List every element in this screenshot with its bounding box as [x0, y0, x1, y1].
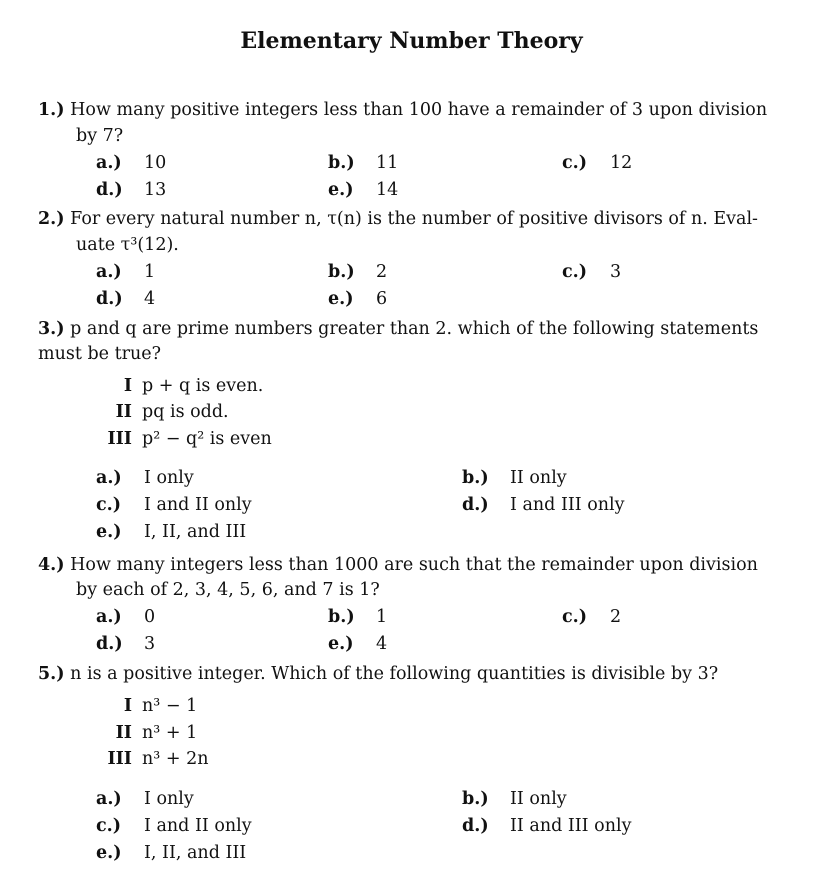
choice: b.) 1 — [328, 607, 388, 627]
choice: d.) II and III only — [462, 816, 632, 836]
question-2-line1 — [38, 206, 758, 232]
choice: c.) I and II only — [96, 816, 252, 836]
choice: e.) I, II, and III — [96, 843, 247, 863]
choice: e.) I, II, and III — [96, 522, 247, 542]
choice: a.) I only — [96, 468, 194, 488]
statement: III n³ + 2n — [107, 749, 209, 769]
statement: II n³ + 1 — [115, 723, 198, 743]
statement: III p² − q² is even — [107, 429, 272, 449]
choice: b.) 11 — [328, 153, 399, 173]
choice: c.) I and II only — [96, 495, 252, 515]
question-number: 4.) — [38, 555, 65, 575]
question-3-line2: must be true? — [38, 344, 161, 364]
statement: I n³ − 1 — [123, 696, 198, 716]
question-4-line2: by each of 2, 3, 4, 5, 6, and 7 is 1? — [76, 580, 380, 600]
choice: c.) 3 — [562, 262, 622, 282]
choice: b.) II only — [462, 789, 567, 809]
question-text: n is a positive integer. Which of the following quantities is divisible by 3? — [70, 664, 719, 684]
choice: d.) 3 — [96, 634, 156, 654]
question-4-line1 — [38, 552, 758, 578]
question-text: How many positive integers less than 100 have a remainder of 3 upon division — [70, 100, 768, 120]
question-number: 1.) — [38, 100, 65, 120]
question-3-line1 — [38, 316, 758, 342]
choice: b.) 2 — [328, 262, 388, 282]
choice: d.) I and III only — [462, 495, 625, 515]
choice: e.) 6 — [328, 289, 388, 309]
choice: d.) 13 — [96, 180, 167, 200]
choice: b.) II only — [462, 468, 567, 488]
question-1-line2: by 7? — [76, 126, 124, 146]
question-number: 2.) — [38, 209, 65, 229]
question-2-line2: uate τ³(12). — [76, 235, 179, 255]
question-number: 3.) — [38, 319, 65, 339]
question-text: How many integers less than 1000 are such that the remainder upon division — [70, 555, 758, 575]
question-number: 5.) — [38, 664, 65, 684]
choice: a.) 1 — [96, 262, 156, 282]
choice: c.) 12 — [562, 153, 633, 173]
choice: a.) 10 — [96, 153, 167, 173]
choice: a.) I only — [96, 789, 194, 809]
choice: e.) 14 — [328, 180, 399, 200]
choice: d.) 4 — [96, 289, 156, 309]
statement: I p + q is even. — [123, 376, 264, 396]
choice: c.) 2 — [562, 607, 622, 627]
question-text: p and q are prime numbers greater than 2. which of the following statements — [70, 319, 759, 339]
question-text: For every natural number n, τ(n) is the number of positive divisors of n. Eval- — [70, 209, 758, 229]
page-title: Elementary Number Theory — [240, 28, 583, 54]
question-1-line1 — [38, 97, 767, 123]
choice: e.) 4 — [328, 634, 388, 654]
choice: a.) 0 — [96, 607, 156, 627]
statement: II pq is odd. — [115, 402, 229, 422]
question-5-line1 — [38, 661, 718, 687]
